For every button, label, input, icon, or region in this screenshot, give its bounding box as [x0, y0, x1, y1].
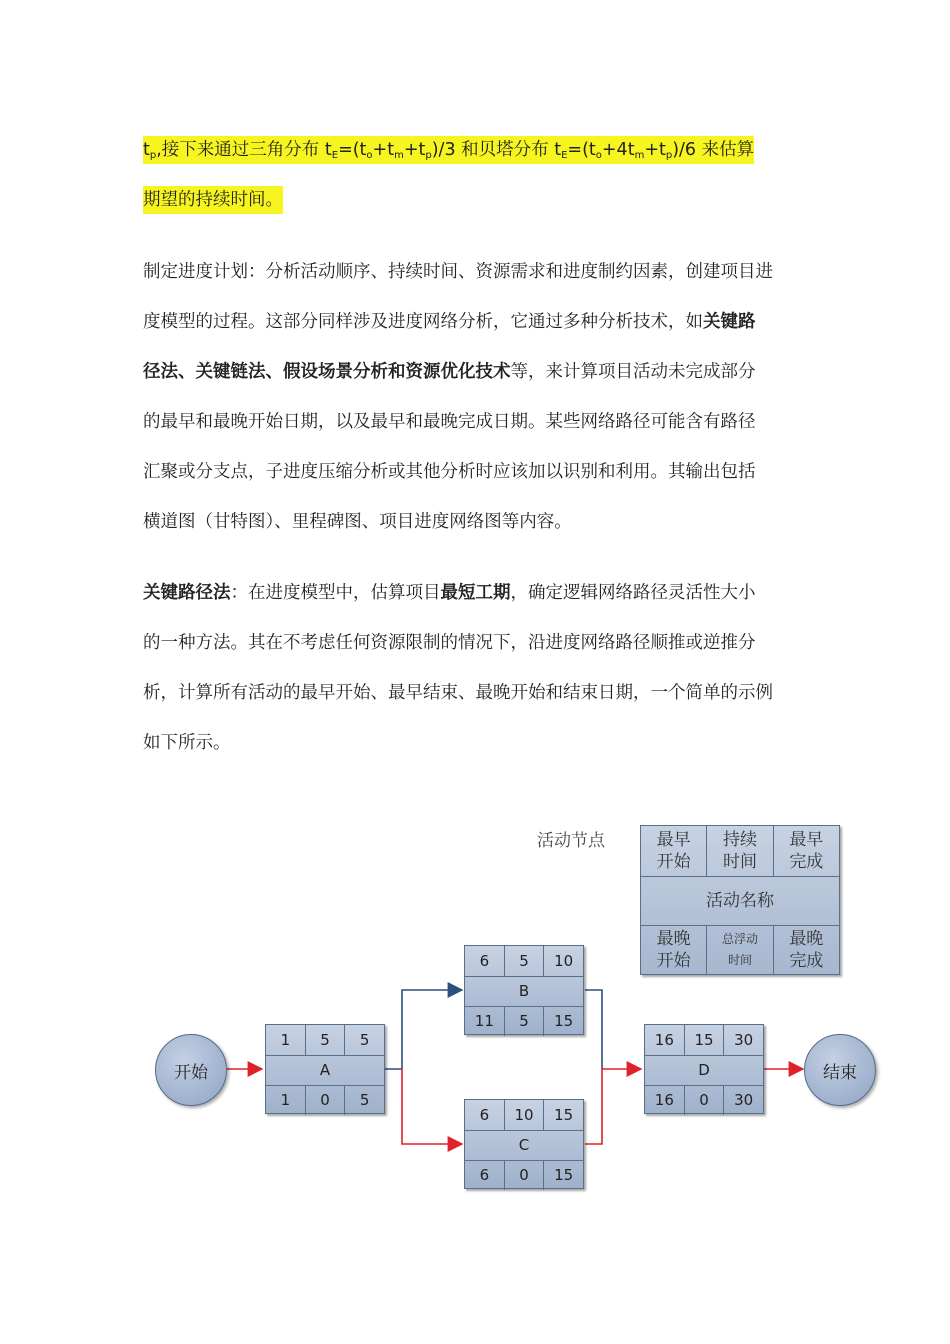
node-b-float: 5: [505, 1006, 545, 1036]
node-c-ls: 6: [465, 1160, 505, 1190]
node-c-lf: 15: [554, 1166, 574, 1184]
node-c-name: C: [518, 1136, 530, 1154]
node-a-float: 0: [306, 1085, 346, 1115]
text-line: 如下所示。: [143, 733, 231, 753]
text-line: 汇聚或分支点，子进度压缩分析或其他分析时应该加以识别和利用。其输出包括: [143, 462, 756, 482]
legend-node: [640, 825, 840, 975]
arrow-a-to-c: [402, 1069, 462, 1144]
node-d-duration: 15: [685, 1025, 725, 1055]
text-line: 横道图（甘特图）、里程碑图、项目进度网络图等内容。: [143, 512, 572, 532]
legend-duration: 持续 时间: [707, 826, 773, 876]
node-c-ef: 15: [554, 1106, 574, 1124]
node-a-name: A: [319, 1061, 331, 1079]
end-node: 结束: [804, 1034, 876, 1106]
node-a-es: 1: [266, 1025, 306, 1055]
node-b-ef: 10: [554, 952, 574, 970]
node-c-duration: 10: [505, 1100, 545, 1130]
node-a-ef: 5: [359, 1031, 370, 1049]
schedule-paragraph: [143, 255, 808, 555]
text-line: 析，计算所有活动的最早开始、最早结束、最晚开始和结束日期，一个简单的示例: [143, 683, 773, 703]
arrow-b-to-d: [585, 990, 602, 1069]
legend-latest-start: 最晚 开始: [641, 925, 707, 974]
start-node: 开始: [155, 1034, 227, 1106]
text-line: 的一种方法。其在不考虑任何资源限制的情况下，沿进度网络路径顺推或逆推分: [143, 633, 756, 653]
cpm-paragraph: [143, 576, 808, 776]
node-d-float: 0: [685, 1085, 725, 1115]
legend-total-float: 总浮动 时间: [707, 925, 773, 974]
legend-earliest-finish: 最早 完成: [789, 830, 824, 872]
node-d-ef: 30: [734, 1031, 754, 1049]
node-a-ls: 1: [266, 1085, 306, 1115]
text-line: 制定进度计划：分析活动顺序、持续时间、资源需求和进度制约因素，创建项目进: [143, 262, 773, 282]
node-b-es: 6: [465, 946, 505, 976]
arrow-a-to-b: [385, 990, 462, 1069]
legend-earliest-start: 最早 开始: [641, 826, 707, 876]
node-a-lf: 5: [359, 1091, 370, 1109]
node-d-es: 16: [645, 1025, 685, 1055]
text-line: 的最早和最晚开始日期，以及最早和最晚完成日期。某些网络路径可能含有路径: [143, 412, 756, 432]
node-b-ls: 11: [465, 1006, 505, 1036]
text-line: 度模型的过程。这部分同样涉及进度网络分析，它通过多种分析技术，如关键路: [143, 312, 756, 332]
highlight-paragraph: [143, 133, 808, 233]
legend-title: 活动节点: [537, 831, 605, 851]
node-d-ls: 16: [645, 1085, 685, 1115]
node-d-lf: 30: [734, 1091, 754, 1109]
arrow-c-to-d: [585, 1069, 641, 1144]
activity-node-d: [644, 1024, 764, 1114]
legend-activity-name: 活动名称: [706, 890, 774, 911]
node-b-name: B: [518, 982, 530, 1000]
highlighted-text-line-1: $t_p$,接下来通过三角分布 $t_E=(t_o+t_m+t_p)/3$ 和贝塔分布 $t_E=(t_o+4t_m+t_p)/6$ 来估算: [143, 136, 754, 164]
legend-latest-finish: 最晚 完成: [789, 928, 824, 971]
highlighted-text-line-2: 期望的持续时间。: [143, 186, 283, 214]
node-b-lf: 15: [554, 1012, 574, 1030]
node-c-float: 0: [505, 1160, 545, 1190]
text-line: 关键路径法：在进度模型中，估算项目最短工期，确定逻辑网络路径灵活性大小: [143, 583, 756, 603]
activity-node-a: [265, 1024, 385, 1114]
node-b-duration: 5: [505, 946, 545, 976]
node-d-name: D: [698, 1061, 710, 1079]
activity-node-b: [464, 945, 584, 1035]
activity-node-c: [464, 1099, 584, 1189]
text-line: 径法、关键链法、假设场景分析和资源优化技术等，来计算项目活动未完成部分: [143, 362, 756, 382]
node-c-es: 6: [465, 1100, 505, 1130]
node-a-duration: 5: [306, 1025, 346, 1055]
